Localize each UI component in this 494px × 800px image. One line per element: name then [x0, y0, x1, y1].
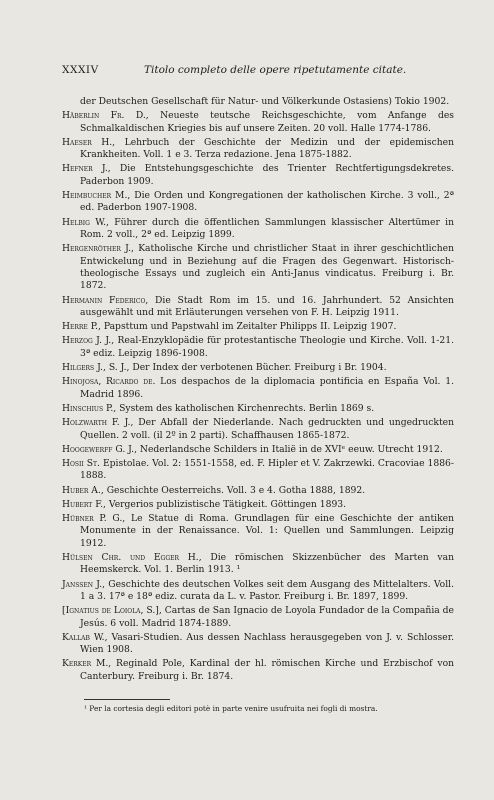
entry-text: Reginald Pole, Kardinal der hl. römischen Kirche und Erzbischof von Canterbury. Freiburg i. Br. 1874.	[80, 658, 455, 682]
entry-author: Haeser H.,	[62, 136, 116, 148]
entry-text: Los despachos de la diplomacia pontificia en España Vol. 1. Madrid 1896.	[80, 376, 454, 400]
entry-text: Die Entstehungsgeschichte des Trienter Rechtfertigungsdekretes. Paderbon 1909.	[80, 163, 455, 187]
entry-text: Nederlandsche Schilders in Italië in de XVIᵉ eeuw. Utrecht 1912.	[139, 443, 443, 455]
bibliography-entry	[62, 444, 454, 456]
entry-author: Hoogewerff G. J.,	[62, 443, 137, 455]
bibliography-entry	[62, 321, 454, 333]
entry-text: System des katholischen Kirchenrechts. Berlin 1869 s.	[119, 402, 375, 414]
entry-author: Hosii St.	[62, 457, 100, 469]
entry-author: [Ignatius de Loiola, S.],	[62, 605, 162, 617]
entry-text: Geschichte des deutschen Volkes seit dem Ausgang des Mittelalters. Voll. 1 a 3. 17ª e 18ª ediz. curata da L. v. Pastor. Freiburg i. Br. 1897, 1899.	[80, 578, 455, 602]
entry-text: Geschichte Oesterreichs. Voll. 3 e 4. Gotha 1888, 1892.	[106, 484, 366, 496]
bibliography-entry	[62, 552, 454, 577]
entry-author: Hinojosa, Ricardo de.	[62, 376, 156, 388]
entry-text: Die römischen Skizzenbücher des Marten van Heemskerck. Vol. 1. Berlin 1913. ¹	[80, 551, 454, 576]
entry-author: Hergenröther J.,	[62, 243, 134, 255]
bibliography-entry	[62, 110, 454, 135]
bibliography-entry	[62, 217, 454, 242]
entry-author: Hilgers J., S. J.,	[62, 362, 130, 374]
bibliography-entry	[62, 458, 454, 483]
entry-text: Epistolae. Vol. 2: 1551-1558, ed. F. Hipler et V. Zakrzewki. Cracoviae 1886-1888.	[80, 457, 454, 482]
bibliography-entry	[62, 190, 454, 215]
bibliography-entry	[62, 417, 454, 442]
entry-author: Kallab W.,	[62, 631, 108, 643]
entry-author: Hermanin Federico,	[62, 294, 149, 306]
entry-author: Kerker M.,	[62, 658, 112, 670]
entry-author: Hübner P. G.,	[62, 512, 126, 524]
entry-text: Der Abfall der Niederlande. Nach gedruckten und ungedruckten Quellen. 2 voll. (il 2º in 2 parti). Schaffhausen 1865-1872.	[80, 417, 454, 441]
entry-text: Vasari-Studien. Aus dessen Nachlass herausgegeben von J. v. Schlosser. Wien 1908.	[80, 631, 454, 656]
running-title: Titolo completo delle opere ripetutamente citate.	[144, 64, 407, 76]
entry-author: Holzwarth F. J.,	[62, 417, 134, 429]
bibliography-entry	[62, 499, 454, 511]
entry-text: Le Statue di Roma. Grundlagen für eine Geschichte der antiken Monumente in der Renaissance. Vol. 1: Quellen und Sammlungen. Leipzig 1912.	[80, 512, 454, 549]
entry-text: der Deutschen Gesellschaft für Natur- und Völkerkunde Ostasiens) Tokio 1902.	[80, 96, 450, 107]
bibliography-entry	[62, 137, 454, 162]
entry-text: Neueste teutsche Reichsgeschichte, vom Anfange des Schmalkaldischen Kriegies bis auf unsere Zeiten. 20 voll. Halle 1774-1786.	[80, 110, 454, 134]
bibliography-entry	[62, 579, 454, 604]
entry-author: Herzog J. J.,	[62, 335, 115, 347]
running-header	[62, 63, 454, 77]
entry-text: Cartas de San Ignacio de Loyola Fundador de la Compañia de Jesús. 6 voll. Madrid 1874-1889.	[80, 605, 454, 629]
bibliography-entry	[62, 163, 454, 188]
entry-text: Führer durch die öffentlichen Sammlungen klassischer Altertümer in Rom. 2 voll., 2ª ed. Leipzig 1899.	[80, 216, 455, 241]
bibliography-entry	[62, 243, 454, 293]
bibliography-list	[62, 96, 454, 685]
entry-author: Hinschius P.,	[62, 402, 117, 414]
bibliography-entry	[62, 376, 454, 401]
bibliography-entry	[62, 403, 454, 415]
bibliography-entry	[62, 485, 454, 497]
entry-author: Janssen J.,	[62, 578, 106, 590]
entry-text: Katholische Kirche und christlicher Staat in ihrer geschichtlichen Entwickelung und in Beziehung auf die Fragen des Gegenwart. Historisch-theologische Essays und zugleich ein Anti-Janus vindicatus. Freiburg i. Br. 1872.	[80, 243, 454, 292]
footnote-rule	[84, 699, 170, 700]
entry-author: Helbig W.,	[62, 216, 109, 228]
footnote: ¹ Per la cortesia degli editori potè in parte venire usufruita nei fogli di mostra.	[84, 704, 378, 713]
entry-author: Heimbucher M.,	[62, 190, 131, 202]
entry-text: Vergerios publizistische Tätigkeit. Göttingen 1893.	[108, 498, 347, 510]
bibliography-entry	[62, 96, 454, 108]
entry-author: Häberlin Fr. D.,	[62, 110, 149, 122]
bibliography-entry	[62, 658, 454, 683]
entry-author: Herre P.,	[62, 321, 101, 333]
entry-author: Hülsen Chr. und Egger H.,	[62, 551, 202, 563]
bibliography-entry	[62, 605, 454, 630]
bibliography-entry	[62, 295, 454, 320]
entry-text: Lehrbuch der Geschichte der Medizin und der epidemischen Krankheiten. Voll. 1 e 3. Terza redazione. Jena 1875-1882.	[80, 136, 455, 161]
entry-text: Die Orden und Kongregationen der katholischen Kirche. 3 voll., 2ª ed. Paderbon 1907-1908.	[80, 190, 455, 214]
entry-author: Hubert F.,	[62, 498, 106, 510]
entry-author: Huber A.,	[62, 484, 104, 496]
entry-text: Papsttum und Papstwahl im Zeitalter Philipps II. Leipzig 1907.	[103, 321, 397, 333]
entry-text: Die Stadt Rom im 15. und 16. Jahrhundert. 52 Ansichten ausgewählt und mit Erläuterungen versehen von F. H. Leipzig 1911.	[80, 294, 454, 319]
bibliography-entry	[62, 362, 454, 374]
bibliography-entry	[62, 513, 454, 550]
page-number: XXXIV	[62, 64, 99, 76]
entry-text: Der Index der verbotenen Bücher. Freiburg i Br. 1904.	[132, 362, 387, 374]
bibliography-entry	[62, 335, 454, 360]
bibliography-entry	[62, 632, 454, 657]
entry-text: Real-Enzyklopädie für protestantische Theologie und Kirche. Voll. 1-21. 3ª ediz. Leipzig 1896-1908.	[80, 335, 454, 359]
entry-author: Hefner J.,	[62, 163, 111, 175]
